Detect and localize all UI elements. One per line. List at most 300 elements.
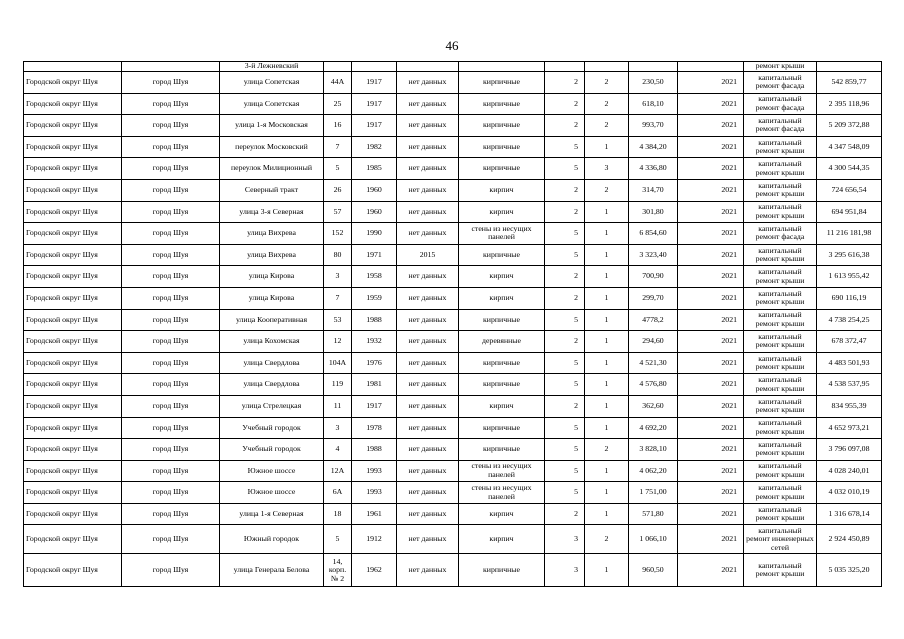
table-cell: 2021 bbox=[678, 352, 744, 374]
table-cell: капитальный ремонт фасада bbox=[744, 115, 817, 137]
table-cell bbox=[817, 62, 882, 72]
table-row bbox=[24, 93, 882, 115]
table-row bbox=[24, 136, 882, 158]
table-cell: город Шуя bbox=[122, 179, 220, 201]
table-cell: 2021 bbox=[678, 136, 744, 158]
table-cell: 1 316 678,14 bbox=[817, 503, 882, 525]
table-row bbox=[24, 525, 882, 554]
table-cell: 2021 bbox=[678, 287, 744, 309]
table-row bbox=[24, 503, 882, 525]
table-cell: город Шуя bbox=[122, 482, 220, 504]
table-cell: улица Кирова bbox=[220, 287, 324, 309]
table-cell: 678 372,47 bbox=[817, 331, 882, 353]
table-cell: 6 854,60 bbox=[629, 223, 678, 245]
table-row bbox=[24, 374, 882, 396]
table-cell: 1 bbox=[585, 331, 629, 353]
table-cell: город Шуя bbox=[122, 417, 220, 439]
table-cell: 5 bbox=[545, 482, 585, 504]
table-cell: 1962 bbox=[352, 554, 397, 587]
table-cell: 4 300 544,35 bbox=[817, 158, 882, 180]
table-cell: кирпич bbox=[459, 287, 545, 309]
table-cell: 3-й Лежневский bbox=[220, 62, 324, 72]
table-cell: 2021 bbox=[678, 179, 744, 201]
table-cell: 2021 bbox=[678, 525, 744, 554]
table-cell: 4 347 548,09 bbox=[817, 136, 882, 158]
table-cell: 1 bbox=[585, 417, 629, 439]
table-cell: Городской округ Шуя bbox=[24, 554, 122, 587]
table-row bbox=[24, 554, 882, 587]
table-cell: 2 bbox=[545, 395, 585, 417]
table-cell: 57 bbox=[324, 201, 352, 223]
table-cell bbox=[324, 62, 352, 72]
table-cell: город Шуя bbox=[122, 352, 220, 374]
table-cell: город Шуя bbox=[122, 266, 220, 288]
table-cell: 1 bbox=[585, 395, 629, 417]
table-cell: 7 bbox=[324, 136, 352, 158]
table-cell: 1 bbox=[585, 503, 629, 525]
table-cell: Городской округ Шуя bbox=[24, 115, 122, 137]
table-cell: капитальный ремонт крыши bbox=[744, 309, 817, 331]
table-cell: 2021 bbox=[678, 244, 744, 266]
table-cell: Городской округ Шуя bbox=[24, 525, 122, 554]
table-cell: город Шуя bbox=[122, 331, 220, 353]
table-cell: город Шуя bbox=[122, 525, 220, 554]
table-cell: 5 209 372,88 bbox=[817, 115, 882, 137]
table-cell: 2021 bbox=[678, 395, 744, 417]
table-cell: улица Сопетская bbox=[220, 72, 324, 94]
table-cell: кирпичные bbox=[459, 136, 545, 158]
table-cell: Городской округ Шуя bbox=[24, 331, 122, 353]
table-cell: город Шуя bbox=[122, 223, 220, 245]
table-cell: 25 bbox=[324, 93, 352, 115]
table-cell: 542 859,77 bbox=[817, 72, 882, 94]
table-cell: 2 bbox=[545, 287, 585, 309]
table-cell: 2 924 450,89 bbox=[817, 525, 882, 554]
table-cell: стены из несущих панелей bbox=[459, 460, 545, 482]
table-cell: 2 bbox=[585, 525, 629, 554]
table-cell: 2021 bbox=[678, 554, 744, 587]
table-cell: улица Вихрева bbox=[220, 244, 324, 266]
table-cell: 119 bbox=[324, 374, 352, 396]
table-cell: капитальный ремонт крыши bbox=[744, 244, 817, 266]
table-cell: 11 bbox=[324, 395, 352, 417]
table-cell: нет данных bbox=[397, 179, 459, 201]
table-cell: 1 bbox=[585, 374, 629, 396]
table-cell: 1988 bbox=[352, 439, 397, 461]
table-cell: 4 576,80 bbox=[629, 374, 678, 396]
table-cell: 724 656,54 bbox=[817, 179, 882, 201]
table-cell: нет данных bbox=[397, 201, 459, 223]
table-cell: нет данных bbox=[397, 525, 459, 554]
table-cell: 16 bbox=[324, 115, 352, 137]
table-cell: нет данных bbox=[397, 331, 459, 353]
table-cell bbox=[397, 62, 459, 72]
table-cell: Южное шоссе bbox=[220, 460, 324, 482]
table-cell: 1917 bbox=[352, 395, 397, 417]
table-cell: улица Вихрева bbox=[220, 223, 324, 245]
table-cell: 1993 bbox=[352, 482, 397, 504]
table-cell: 2021 bbox=[678, 331, 744, 353]
table-cell: Городской округ Шуя bbox=[24, 503, 122, 525]
table-row bbox=[24, 352, 882, 374]
table-cell: капитальный ремонт крыши bbox=[744, 554, 817, 587]
table-cell: нет данных bbox=[397, 460, 459, 482]
table-cell: 1961 bbox=[352, 503, 397, 525]
table-cell: Городской округ Шуя bbox=[24, 374, 122, 396]
table-cell: Городской округ Шуя bbox=[24, 223, 122, 245]
table-cell: 2 bbox=[545, 503, 585, 525]
table-cell: нет данных bbox=[397, 115, 459, 137]
table-cell: 694 951,84 bbox=[817, 201, 882, 223]
table-cell: 5 bbox=[545, 460, 585, 482]
table-cell: Городской округ Шуя bbox=[24, 201, 122, 223]
table-cell: город Шуя bbox=[122, 374, 220, 396]
table-cell: нет данных bbox=[397, 417, 459, 439]
table-cell: Городской округ Шуя bbox=[24, 158, 122, 180]
table-cell: нет данных bbox=[397, 223, 459, 245]
table-cell: город Шуя bbox=[122, 72, 220, 94]
table-cell: Городской округ Шуя bbox=[24, 352, 122, 374]
table-cell: 3 796 097,08 bbox=[817, 439, 882, 461]
table-cell: 1 bbox=[585, 287, 629, 309]
table-cell: 314,70 bbox=[629, 179, 678, 201]
table-row bbox=[24, 482, 882, 504]
table-row bbox=[24, 179, 882, 201]
table-cell: 1993 bbox=[352, 460, 397, 482]
table-cell: 11 216 181,98 bbox=[817, 223, 882, 245]
table-cell: 1990 bbox=[352, 223, 397, 245]
table-cell: 2021 bbox=[678, 309, 744, 331]
table-cell: 5 bbox=[545, 439, 585, 461]
table-cell: Городской округ Шуя bbox=[24, 179, 122, 201]
table-cell: улица Кохомская bbox=[220, 331, 324, 353]
table-cell: Городской округ Шуя bbox=[24, 93, 122, 115]
table-cell: капитальный ремонт фасада bbox=[744, 223, 817, 245]
table-cell: кирпич bbox=[459, 525, 545, 554]
table-cell: 3 bbox=[545, 525, 585, 554]
table-cell: 618,10 bbox=[629, 93, 678, 115]
table-cell: улица 1-я Московская bbox=[220, 115, 324, 137]
table-cell: 1 bbox=[585, 223, 629, 245]
table-cell: 2021 bbox=[678, 503, 744, 525]
table-cell: кирпич bbox=[459, 503, 545, 525]
table-cell: нет данных bbox=[397, 287, 459, 309]
table-cell: 4 062,20 bbox=[629, 460, 678, 482]
table-cell: 2 395 118,96 bbox=[817, 93, 882, 115]
table-cell: капитальный ремонт крыши bbox=[744, 482, 817, 504]
table-cell: 2 bbox=[545, 266, 585, 288]
table-cell: 993,70 bbox=[629, 115, 678, 137]
table-cell: город Шуя bbox=[122, 136, 220, 158]
table-cell: 4 028 240,01 bbox=[817, 460, 882, 482]
table-cell: 1960 bbox=[352, 179, 397, 201]
table-row bbox=[24, 439, 882, 461]
table-cell: 5 bbox=[545, 374, 585, 396]
table-cell: 4 032 010,19 bbox=[817, 482, 882, 504]
table-cell: деревянные bbox=[459, 331, 545, 353]
table-cell: 2021 bbox=[678, 201, 744, 223]
table-cell: нет данных bbox=[397, 503, 459, 525]
table-cell: кирпич bbox=[459, 266, 545, 288]
table-cell: 2 bbox=[585, 439, 629, 461]
table-cell: ремонт крыши bbox=[744, 62, 817, 72]
table-cell: 2021 bbox=[678, 417, 744, 439]
table-cell: 1960 bbox=[352, 201, 397, 223]
table-cell: кирпичные bbox=[459, 115, 545, 137]
table-cell: 1 bbox=[585, 554, 629, 587]
table-cell: 1985 bbox=[352, 158, 397, 180]
table-cell bbox=[459, 62, 545, 72]
table-cell: кирпичные bbox=[459, 554, 545, 587]
table-cell: 5 bbox=[545, 244, 585, 266]
table-cell: 571,80 bbox=[629, 503, 678, 525]
table-cell: 44А bbox=[324, 72, 352, 94]
table-cell: 152 bbox=[324, 223, 352, 245]
table-cell: капитальный ремонт крыши bbox=[744, 352, 817, 374]
table-cell: 4 738 254,25 bbox=[817, 309, 882, 331]
table-cell: 2021 bbox=[678, 439, 744, 461]
table-cell: 1988 bbox=[352, 309, 397, 331]
table-cell: 1917 bbox=[352, 72, 397, 94]
table-cell: 26 bbox=[324, 179, 352, 201]
table-cell: 690 116,19 bbox=[817, 287, 882, 309]
table-cell: 3 828,10 bbox=[629, 439, 678, 461]
table-cell: 5 bbox=[324, 158, 352, 180]
table-cell: переулок Московский bbox=[220, 136, 324, 158]
table-cell: город Шуя bbox=[122, 93, 220, 115]
table-cell: кирпичные bbox=[459, 244, 545, 266]
table-cell: 4 521,30 bbox=[629, 352, 678, 374]
table-cell: 1978 bbox=[352, 417, 397, 439]
table-cell: 2021 bbox=[678, 460, 744, 482]
table-cell: капитальный ремонт фасада bbox=[744, 93, 817, 115]
table-cell: нет данных bbox=[397, 439, 459, 461]
table-row bbox=[24, 223, 882, 245]
table-cell: 4 692,20 bbox=[629, 417, 678, 439]
table-row bbox=[24, 201, 882, 223]
table-cell: улица Генерала Белова bbox=[220, 554, 324, 587]
table-cell: нет данных bbox=[397, 374, 459, 396]
table-cell: нет данных bbox=[397, 395, 459, 417]
table-cell: город Шуя bbox=[122, 287, 220, 309]
table-cell: город Шуя bbox=[122, 244, 220, 266]
table-cell bbox=[24, 62, 122, 72]
table-cell: 1958 bbox=[352, 266, 397, 288]
table-cell: кирпичные bbox=[459, 417, 545, 439]
table-cell: 960,50 bbox=[629, 554, 678, 587]
table-cell: капитальный ремонт крыши bbox=[744, 395, 817, 417]
table-cell: кирпичные bbox=[459, 374, 545, 396]
table-cell: 4 538 537,95 bbox=[817, 374, 882, 396]
table-cell: 3 bbox=[545, 554, 585, 587]
table-cell: переулок Милиционный bbox=[220, 158, 324, 180]
table-cell: город Шуя bbox=[122, 554, 220, 587]
table-cell: 80 bbox=[324, 244, 352, 266]
table-cell: капитальный ремонт крыши bbox=[744, 179, 817, 201]
table-cell: 2021 bbox=[678, 72, 744, 94]
table-cell bbox=[122, 62, 220, 72]
table-cell: 5 bbox=[545, 158, 585, 180]
table-cell: нет данных bbox=[397, 72, 459, 94]
table-cell: 4 384,20 bbox=[629, 136, 678, 158]
table-cell: 1 bbox=[585, 201, 629, 223]
table-cell: 1932 bbox=[352, 331, 397, 353]
table-cell: 5 bbox=[545, 417, 585, 439]
table-cell: кирпичные bbox=[459, 93, 545, 115]
table-cell: улица Сопетская bbox=[220, 93, 324, 115]
table-cell: нет данных bbox=[397, 136, 459, 158]
table-cell bbox=[545, 62, 585, 72]
table-cell: 5 bbox=[545, 352, 585, 374]
table-cell: Городской округ Шуя bbox=[24, 287, 122, 309]
table-cell: 12А bbox=[324, 460, 352, 482]
table-cell: стены из несущих панелей bbox=[459, 223, 545, 245]
table-cell: 104А bbox=[324, 352, 352, 374]
table-cell: 1 bbox=[585, 352, 629, 374]
table-cell: 53 bbox=[324, 309, 352, 331]
table-row bbox=[24, 287, 882, 309]
table-cell: 299,70 bbox=[629, 287, 678, 309]
table-row bbox=[24, 331, 882, 353]
table-cell: 230,50 bbox=[629, 72, 678, 94]
table-cell: 2021 bbox=[678, 374, 744, 396]
table-cell: 1982 bbox=[352, 136, 397, 158]
table-cell: капитальный ремонт фасада bbox=[744, 72, 817, 94]
table-cell: 1971 bbox=[352, 244, 397, 266]
table-cell: 18 bbox=[324, 503, 352, 525]
table-cell: 1 bbox=[585, 244, 629, 266]
table-cell: 2 bbox=[585, 93, 629, 115]
table-cell: 2021 bbox=[678, 482, 744, 504]
table-cell: улица 1-я Северная bbox=[220, 503, 324, 525]
table-cell: Учебный городок bbox=[220, 439, 324, 461]
table-cell: 2021 bbox=[678, 223, 744, 245]
table-cell: 294,60 bbox=[629, 331, 678, 353]
table-cell: капитальный ремонт крыши bbox=[744, 287, 817, 309]
table-cell: кирпич bbox=[459, 395, 545, 417]
table-cell: Южное шоссе bbox=[220, 482, 324, 504]
table-cell: стены из несущих панелей bbox=[459, 482, 545, 504]
table-cell: 5 bbox=[545, 309, 585, 331]
table-cell: 1981 bbox=[352, 374, 397, 396]
table-cell: 2021 bbox=[678, 115, 744, 137]
table-cell bbox=[678, 62, 744, 72]
housing-repair-table bbox=[23, 61, 882, 587]
table-cell: Городской округ Шуя bbox=[24, 266, 122, 288]
table-row bbox=[24, 395, 882, 417]
table-row bbox=[24, 72, 882, 94]
table-cell: капитальный ремонт крыши bbox=[744, 503, 817, 525]
table-cell: Городской округ Шуя bbox=[24, 395, 122, 417]
table-cell: город Шуя bbox=[122, 395, 220, 417]
table-cell: Южный городок bbox=[220, 525, 324, 554]
table-cell: 3 bbox=[324, 266, 352, 288]
table-cell: город Шуя bbox=[122, 460, 220, 482]
table-cell: 4778,2 bbox=[629, 309, 678, 331]
table-cell: 2 bbox=[545, 201, 585, 223]
table-cell: улица Свердлова bbox=[220, 352, 324, 374]
table-cell: нет данных bbox=[397, 554, 459, 587]
table-cell: 1976 bbox=[352, 352, 397, 374]
table-cell: 2 bbox=[545, 179, 585, 201]
table-cell bbox=[629, 62, 678, 72]
table-cell: 4 483 501,93 bbox=[817, 352, 882, 374]
table-row bbox=[24, 309, 882, 331]
table-cell: 4 336,80 bbox=[629, 158, 678, 180]
table-cell: 2 bbox=[545, 331, 585, 353]
table-cell: 3 bbox=[585, 158, 629, 180]
table-cell: 2021 bbox=[678, 266, 744, 288]
table-cell: 5 bbox=[545, 223, 585, 245]
table-cell: 2015 bbox=[397, 244, 459, 266]
table-cell: капитальный ремонт инженерных сетей bbox=[744, 525, 817, 554]
table-cell: 3 323,40 bbox=[629, 244, 678, 266]
table-cell: Городской округ Шуя bbox=[24, 482, 122, 504]
table-cell: 1 066,10 bbox=[629, 525, 678, 554]
table-cell: капитальный ремонт крыши bbox=[744, 417, 817, 439]
table-row bbox=[24, 244, 882, 266]
table-cell: нет данных bbox=[397, 482, 459, 504]
table-cell: город Шуя bbox=[122, 115, 220, 137]
table-cell: нет данных bbox=[397, 309, 459, 331]
table-cell: 2021 bbox=[678, 93, 744, 115]
table-cell: Городской округ Шуя bbox=[24, 72, 122, 94]
table-cell: Городской округ Шуя bbox=[24, 460, 122, 482]
table-cell: капитальный ремонт крыши bbox=[744, 266, 817, 288]
table-row bbox=[24, 417, 882, 439]
table-cell: 2 bbox=[545, 115, 585, 137]
table-cell: 5 035 325,20 bbox=[817, 554, 882, 587]
table-cell: капитальный ремонт крыши bbox=[744, 158, 817, 180]
table-cell: Учебный городок bbox=[220, 417, 324, 439]
table-cell: нет данных bbox=[397, 266, 459, 288]
table-cell: кирпичные bbox=[459, 352, 545, 374]
table-cell: кирпичные bbox=[459, 439, 545, 461]
table-cell: 4 bbox=[324, 439, 352, 461]
table-cell: капитальный ремонт крыши bbox=[744, 374, 817, 396]
table-cell: 2 bbox=[545, 72, 585, 94]
table-cell: 1912 bbox=[352, 525, 397, 554]
table-cell: 7 bbox=[324, 287, 352, 309]
table-cell: улица Стрелецкая bbox=[220, 395, 324, 417]
table-cell: кирпичные bbox=[459, 309, 545, 331]
table-cell: Городской округ Шуя bbox=[24, 136, 122, 158]
table-cell: 6А bbox=[324, 482, 352, 504]
table-cell: 12 bbox=[324, 331, 352, 353]
table-cell: нет данных bbox=[397, 158, 459, 180]
table-cell: капитальный ремонт крыши bbox=[744, 439, 817, 461]
table-cell: 3 295 616,38 bbox=[817, 244, 882, 266]
table-cell: капитальный ремонт крыши bbox=[744, 201, 817, 223]
table-cell: 2 bbox=[585, 72, 629, 94]
table-cell: улица Кирова bbox=[220, 266, 324, 288]
table-cell bbox=[352, 62, 397, 72]
table-cell: улица Кооперативная bbox=[220, 309, 324, 331]
table-cell: город Шуя bbox=[122, 439, 220, 461]
table-row-continued bbox=[24, 62, 882, 72]
table-cell: капитальный ремонт крыши bbox=[744, 460, 817, 482]
table-cell: 1 bbox=[585, 309, 629, 331]
table-cell: 5 bbox=[324, 525, 352, 554]
table-cell: Северный тракт bbox=[220, 179, 324, 201]
table-cell: 5 bbox=[545, 136, 585, 158]
table-cell: город Шуя bbox=[122, 503, 220, 525]
table-cell: 2 bbox=[585, 179, 629, 201]
table-cell: 3 bbox=[324, 417, 352, 439]
table-cell: Городской округ Шуя bbox=[24, 439, 122, 461]
table-cell: нет данных bbox=[397, 93, 459, 115]
table-body bbox=[24, 62, 882, 587]
